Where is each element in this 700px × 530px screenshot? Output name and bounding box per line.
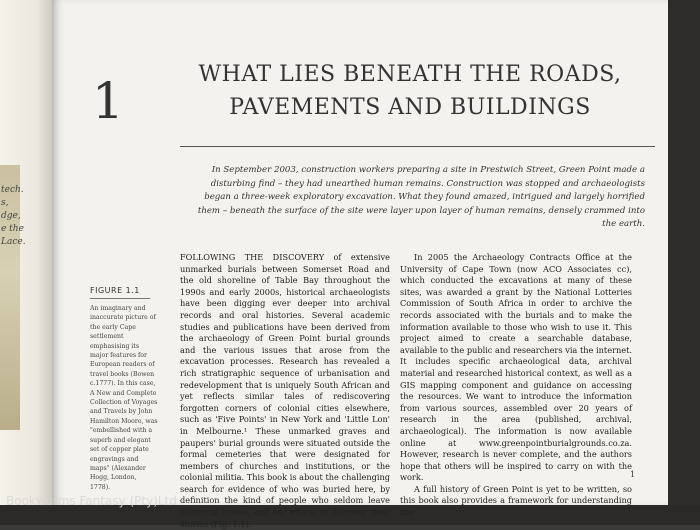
facing-page-fragment: Lace.: [1, 237, 26, 247]
body-column-2: [400, 252, 632, 519]
figure-caption: An imaginary and inaccurate picture of the early Cape settlement emphasising its major features for European readers of travel books (Bowen c.1777). In this case, A New and Complete Collection of Voyages and Travels by John Hamilton Moore, was "embellished with a superb and elegant set of copper plate engravings and maps" (Alexander Hogg, London, 1778).: [90, 305, 158, 491]
watermark-text: Bookworms Fantasy (Pty)Ltd: [6, 494, 177, 508]
title-divider: [180, 146, 655, 147]
figure-divider: [90, 298, 150, 299]
background-right: [668, 0, 700, 525]
chapter-title: WHAT LIES BENEATH THE ROADS, PAVEMENTS AND BUILDINGS: [198, 62, 622, 120]
body-paragraph: In 2005 the Archaeology Contracts Office at the University of Cape Town (now ACO Associates cc), which conducted the excavations at many of these sites, was awarded a grant by the National Lotteries Commission of South Africa in order to archive the records associated with the burials and to make the information available to those who wish to use it. This project aimed to create a searchable database, available to the public and researchers via the internet. It includes specific archaeological data, archival material and researched historical context, as well as a GIS mapping component and guidance on accessing the resources. We want to introduce the information from various sources, assembled over 20 years of research in the area (published, archival, archaeological). The information is now available online at www.greenpointburialgrounds.co.za. However, research is never complete, and the authors hope that others will be inspired to carry on with the work.: [400, 252, 632, 483]
facing-page: [0, 0, 52, 525]
body-paragraph: A full history of Green Point is yet to be written, so this book also provides a framework for understanding the: [400, 483, 632, 518]
page-number: 1: [630, 470, 636, 479]
chapter-intro: In September 2003, construction workers preparing a site in Prestwich Street, Green Point made a disturbing find – they had unearthed human remains. Construction was stopped and archaeologists began a three-week exploratory excavation. What they found amazed, intrigued and largely horrified them – beneath the surface of the site were layer upon layer of human remains, densely crammed into the earth.: [197, 165, 645, 229]
facing-page-fragment: dge,: [1, 211, 21, 221]
body-column-1: [180, 252, 390, 530]
facing-page-fragment: e the: [1, 224, 24, 234]
chapter-number: 1: [92, 72, 124, 130]
body-paragraph: FOLLOWING THE DISCOVERY of extensive unmarked burials between Somerset Road and the old shoreline of Table Bay throughout the 1990s and early 2000s, historical archaeologists have been digging ever deeper into archival records and oral histories. Several academic studies and publications have been derived from the archaeology of Green Point burial grounds and the various issues that arose from the excavation processes. Research has revealed a rich stratigraphic sequence of urbanisation and redevelopment that is uniquely South African and yet reflects similar tales of rediscovering forgotten corners of colonial cities elsewhere, such as 'Five Points' in New York and 'Little Lon' in Melbourne.¹ These unmarked graves and paupers' burial grounds were situated outside the formal cemeteries that were designated for members of churches and institutions, or the colonial militia. This book is about the challenging search for evidence of who was buried here, by definition the kind of people who seldom leave historical traces, and our efforts to discover their stories (Fig. 1.1).: [180, 252, 390, 529]
figure-label: FIGURE 1.1: [90, 286, 140, 295]
facing-page-fragment: tech.: [1, 185, 24, 195]
facing-page-fragment: s,: [1, 198, 9, 208]
